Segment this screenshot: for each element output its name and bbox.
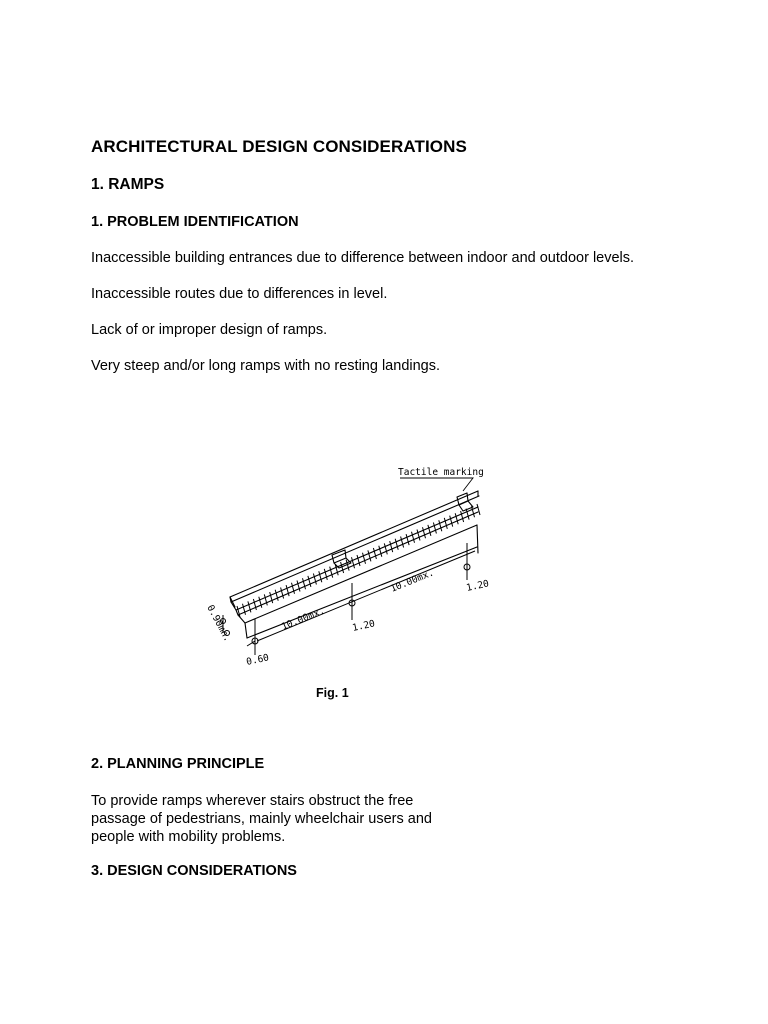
length-label-1: 10.00mx.	[280, 605, 327, 633]
hatch-stripe	[461, 511, 464, 522]
planning-line: passage of pedestrians, mainly wheelchair users and	[91, 811, 432, 827]
hatch-stripe	[384, 543, 387, 554]
hatch-stripe	[455, 513, 458, 524]
document-title: ARCHITECTURAL DESIGN CONSIDERATIONS	[91, 137, 467, 156]
planning-principle-text	[91, 792, 461, 846]
height-label-2: 1.20	[465, 578, 490, 594]
problem-item: Inaccessible building entrances due to difference between indoor and outdoor levels.	[91, 250, 635, 266]
planning-line: To provide ramps wherever stairs obstruct the free	[91, 793, 414, 809]
hatch-stripe	[472, 506, 475, 517]
tactile-marking-label: Tactile marking	[398, 467, 484, 478]
ramp-top-edge	[230, 491, 478, 597]
figure-caption: Fig. 1	[316, 686, 349, 700]
hatch-stripe	[466, 509, 469, 520]
design-considerations-heading: 3. DESIGN CONSIDERATIONS	[91, 863, 297, 879]
planning-line: people with mobility problems.	[91, 829, 286, 845]
length-label-2: 10.00mx.	[389, 567, 436, 595]
hatch-stripe	[357, 555, 360, 566]
section-heading-ramps: 1. RAMPS	[91, 176, 165, 193]
hatch-stripe	[368, 550, 371, 561]
hatch-stripe	[379, 546, 382, 557]
hatch-stripe	[439, 520, 442, 531]
hatch-stripe	[433, 523, 436, 534]
problem-item: Very steep and/or long ramps with no resting landings.	[91, 358, 441, 374]
problem-identification-heading: 1. PROBLEM IDENTIFICATION	[91, 214, 299, 230]
hatch-stripe	[428, 525, 431, 536]
width-label: 0.90mn.	[204, 603, 233, 644]
problem-item: Lack of or improper design of ramps.	[91, 322, 328, 338]
start-height-label: 0.60	[245, 652, 271, 668]
hatch-stripe	[390, 541, 393, 552]
hatch-stripe	[373, 548, 376, 559]
tactile-marking-callout	[400, 478, 473, 491]
ramp-figure	[195, 455, 490, 675]
hatch-stripe	[412, 532, 415, 543]
hatch-stripe	[423, 527, 426, 538]
height-label-1: 1.20	[351, 618, 377, 634]
hatch-stripe	[477, 504, 480, 515]
hatch-stripe	[363, 553, 366, 564]
hatch-stripe	[401, 537, 404, 548]
planning-principle-heading: 2. PLANNING PRINCIPLE	[91, 756, 265, 772]
problem-item: Inaccessible routes due to differences in level.	[91, 286, 388, 302]
hatch-stripe	[450, 516, 453, 527]
hatch-stripe	[406, 534, 409, 545]
hatch-stripe	[417, 530, 420, 541]
hatch-stripe	[444, 518, 447, 529]
hatch-stripe	[395, 539, 398, 550]
